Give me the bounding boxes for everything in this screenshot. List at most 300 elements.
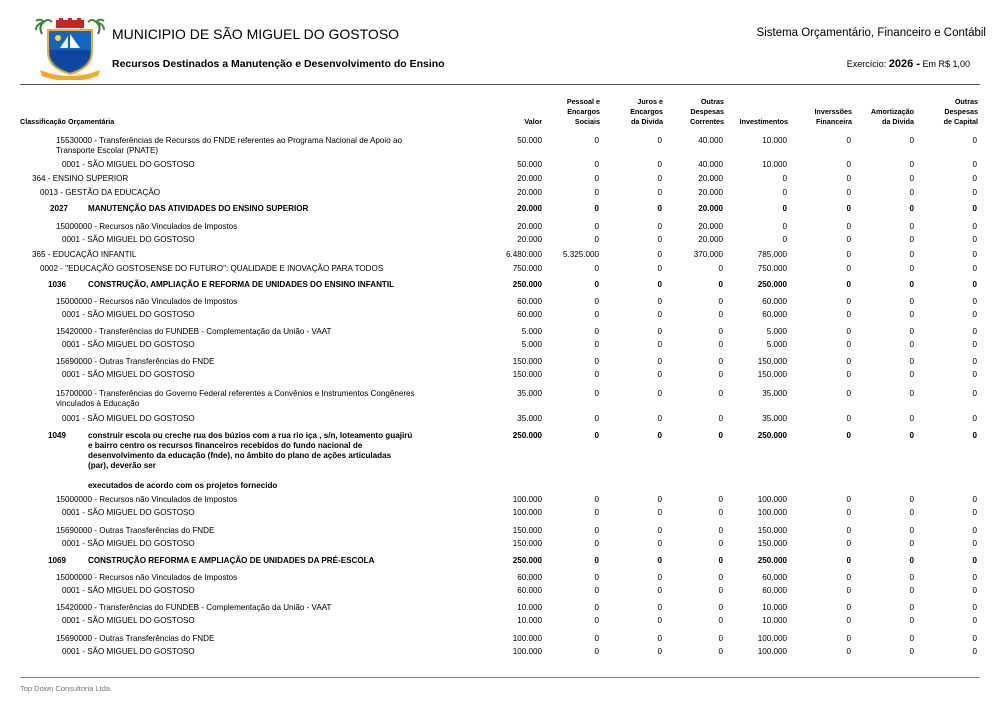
municipality-coat-of-arms-logo: [34, 18, 106, 80]
cell-value: 0: [594, 340, 599, 349]
cell-value: 0: [657, 495, 662, 504]
row-label: 15000000 - Recursos não Vinculados de Impostos: [56, 573, 238, 582]
cell-value: 0: [972, 431, 977, 440]
cell-value: 0: [594, 160, 599, 169]
cell-value: 0: [846, 431, 851, 440]
cell-value: 0: [909, 634, 914, 643]
cell-value: 0: [846, 556, 851, 565]
col-header-inversoes-line1: Inverssões: [814, 107, 852, 116]
cell-value: 100.000: [512, 495, 542, 504]
cell-value: 150.000: [512, 357, 542, 366]
cell-value: 0: [657, 136, 662, 145]
cell-value: 20.000: [698, 204, 723, 213]
cell-value: 0: [972, 414, 977, 423]
row-label: 0001 - SÃO MIGUEL DO GOSTOSO: [62, 508, 195, 517]
row-label: 364 - ENSINO SUPERIOR: [32, 174, 129, 183]
cell-value: 5.000: [521, 327, 542, 336]
cell-value: 0: [657, 204, 662, 213]
cell-value: 20.000: [517, 174, 542, 183]
cell-value: 0: [846, 250, 851, 259]
cell-value: 0: [909, 508, 914, 517]
cell-value: 0: [909, 222, 914, 231]
cell-value: 0: [846, 340, 851, 349]
cell-value: 10.000: [762, 160, 787, 169]
cell-value: 0: [718, 616, 723, 625]
row-label: 15690000 - Outras Transferências do FNDE: [56, 357, 215, 366]
cell-value: 0: [594, 616, 599, 625]
cell-value: 0: [594, 370, 599, 379]
cell-value: 0: [718, 264, 723, 273]
cell-value: 0: [657, 573, 662, 582]
row-label: 0001 - SÃO MIGUEL DO GOSTOSO: [62, 370, 195, 379]
cell-value: 0: [972, 250, 977, 259]
cell-value: 0: [594, 556, 599, 565]
cell-value: 0: [972, 508, 977, 517]
row-label: 0001 - SÃO MIGUEL DO GOSTOSO: [62, 235, 195, 244]
cell-value: 0: [909, 431, 914, 440]
cell-value: 0: [972, 389, 977, 398]
cell-value: 0: [782, 204, 787, 213]
cell-value: 0: [594, 297, 599, 306]
col-header-amortizacao-line2: da Divida: [882, 117, 914, 126]
cell-value: 0: [594, 174, 599, 183]
cell-value: 100.000: [512, 508, 542, 517]
cell-value: 0: [846, 586, 851, 595]
cell-value: 0: [909, 204, 914, 213]
cell-value: 0: [846, 160, 851, 169]
cell-value: 0: [657, 603, 662, 612]
cell-value: 0: [909, 160, 914, 169]
row-label: 15000000 - Recursos não Vinculados de Impostos: [56, 495, 238, 504]
col-header-pessoal-line1: Pessoal e: [566, 97, 600, 106]
currency-unit: Em R$ 1,00: [922, 59, 970, 69]
cell-value: 0: [594, 586, 599, 595]
project-code: 1036: [48, 280, 67, 289]
col-header-pessoal: [560, 97, 600, 127]
cell-value: 0: [972, 573, 977, 582]
col-header-amortizacao-line1: Amortização: [870, 107, 914, 116]
cell-value: 0: [657, 297, 662, 306]
cell-value: 60.000: [517, 297, 542, 306]
cell-value: 250.000: [757, 431, 787, 440]
cell-value: 5.000: [766, 327, 787, 336]
cell-value: 60.000: [762, 573, 787, 582]
cell-value: 0: [972, 357, 977, 366]
cell-value: 20.000: [698, 235, 723, 244]
cell-value: 150.000: [512, 526, 542, 535]
cell-value: 0: [718, 573, 723, 582]
row-label: 0001 - SÃO MIGUEL DO GOSTOSO: [62, 616, 195, 625]
cell-value: 0: [718, 526, 723, 535]
cell-value: 0: [657, 616, 662, 625]
project-code: 1069: [48, 556, 67, 565]
cell-value: 0: [657, 647, 662, 656]
cell-value: 0: [846, 357, 851, 366]
cell-value: 0: [657, 357, 662, 366]
cell-value: 0: [909, 556, 914, 565]
cell-value: 0: [718, 310, 723, 319]
cell-value: 0: [909, 495, 914, 504]
cell-value: 0: [909, 526, 914, 535]
cell-value: 0: [846, 539, 851, 548]
cell-value: 0: [846, 616, 851, 625]
cell-value: 60.000: [762, 310, 787, 319]
cell-value: 0: [846, 327, 851, 336]
municipality-name: MUNICIPIO DE SÃO MIGUEL DO GOSTOSO: [112, 26, 400, 42]
row-label: 15700000 - Transferências do Governo Federal referentes a Convênios e Instrumentos Congêneres vinculados à Educação: [56, 389, 415, 408]
row-label: 15000000 - Recursos não Vinculados de Impostos: [56, 297, 238, 306]
cell-value: 150.000: [512, 539, 542, 548]
cell-value: 0: [657, 235, 662, 244]
cell-value: 250.000: [757, 280, 787, 289]
col-header-pessoal-line3: Sociais: [574, 117, 600, 126]
cell-value: 0: [909, 586, 914, 595]
footer-company: Top Down Consultoria Ltda.: [20, 684, 113, 693]
cell-value: 0: [846, 188, 851, 197]
cell-value: 0: [846, 235, 851, 244]
cell-value: 0: [782, 235, 787, 244]
cell-value: 0: [594, 280, 599, 289]
cell-value: 0: [594, 136, 599, 145]
cell-value: 0: [657, 556, 662, 565]
col-header-outras-capital: [930, 97, 978, 127]
cell-value: 0: [657, 508, 662, 517]
cell-value: 10.000: [517, 616, 542, 625]
cell-value: 0: [718, 340, 723, 349]
cell-value: 0: [657, 431, 662, 440]
cell-value: 10.000: [762, 603, 787, 612]
cell-value: 0: [846, 634, 851, 643]
cell-value: 0: [594, 573, 599, 582]
cell-value: 0: [972, 526, 977, 535]
cell-value: 60.000: [762, 297, 787, 306]
cell-value: 35.000: [517, 414, 542, 423]
cell-value: 0: [718, 586, 723, 595]
cell-value: 0: [909, 389, 914, 398]
col-header-juros-line2: Encargos: [630, 107, 663, 116]
cell-value: 0: [657, 414, 662, 423]
col-header-outras-capital-line1: Outras: [954, 97, 978, 106]
cell-value: 0: [782, 188, 787, 197]
col-header-amortizacao: [862, 107, 914, 127]
col-header-valor: Valor: [524, 117, 542, 126]
cell-value: 150.000: [757, 357, 787, 366]
cell-value: 0: [846, 508, 851, 517]
exercicio-year: 2026 -: [888, 58, 920, 70]
row-label: 0001 - SÃO MIGUEL DO GOSTOSO: [62, 340, 195, 349]
cell-value: 35.000: [762, 414, 787, 423]
cell-value: 0: [846, 264, 851, 273]
cell-value: 0: [657, 389, 662, 398]
cell-value: 0: [657, 160, 662, 169]
cell-value: 0: [972, 370, 977, 379]
cell-value: 0: [718, 370, 723, 379]
cell-value: 0: [594, 327, 599, 336]
cell-value: 250.000: [512, 556, 542, 565]
cell-value: 0: [594, 634, 599, 643]
exercicio-label: Exercício:: [846, 59, 887, 69]
col-header-juros-line3: da Divida: [631, 117, 663, 126]
cell-value: 0: [909, 188, 914, 197]
cell-value: 0: [909, 539, 914, 548]
col-header-juros-line1: Juros e: [637, 97, 663, 106]
row-label: 15420000 - Transferências do FUNDEB - Complementação da União - VAAT: [56, 603, 332, 612]
cell-value: 0: [846, 414, 851, 423]
cell-value: 0: [718, 297, 723, 306]
cell-value: 0: [846, 603, 851, 612]
cell-value: 5.000: [766, 340, 787, 349]
cell-value: 50.000: [517, 136, 542, 145]
cell-value: 35.000: [517, 389, 542, 398]
cell-value: 0: [972, 647, 977, 656]
col-header-outras-correntes-line2: Despesas: [690, 107, 724, 116]
cell-value: 40.000: [698, 160, 723, 169]
cell-value: 10.000: [517, 603, 542, 612]
cell-value: 0: [972, 616, 977, 625]
cell-value: 0: [594, 495, 599, 504]
cell-value: 0: [846, 389, 851, 398]
cell-value: 0: [972, 495, 977, 504]
col-header-juros: [623, 97, 663, 127]
cell-value: 0: [718, 414, 723, 423]
cell-value: 0: [972, 222, 977, 231]
cell-value: 0: [782, 174, 787, 183]
row-label: 15530000 - Transferências de Recursos do FNDE referentes ao Programa Nacional de Apoio ao Transporte Escolar (PNATE): [56, 136, 402, 155]
cell-value: 0: [972, 297, 977, 306]
cell-value: 250.000: [512, 431, 542, 440]
row-label: 0001 - SÃO MIGUEL DO GOSTOSO: [62, 160, 195, 169]
cell-value: 0: [782, 222, 787, 231]
row-label: 0013 - GESTÃO DA EDUCAÇÃO: [40, 188, 161, 197]
cell-value: 0: [657, 250, 662, 259]
cell-value: 10.000: [762, 136, 787, 145]
cell-value: 0: [594, 222, 599, 231]
cell-value: 0: [718, 539, 723, 548]
cell-value: 0: [846, 174, 851, 183]
cell-value: 100.000: [757, 647, 787, 656]
row-label: construir escola ou creche rua dos búzios com a rua rio iça , s/n, loteamento guajirú e bairro centro os recursos financeiros recebidos do fundo nacional de desenvolvimento da educação (fnde), no âmbito do plano de ações articuladas (par), deverão ser: [88, 431, 413, 470]
cell-value: 0: [657, 174, 662, 183]
cell-value: 0: [657, 280, 662, 289]
cell-value: 100.000: [512, 634, 542, 643]
cell-value: 5.000: [521, 340, 542, 349]
col-header-outras-correntes-line3: Correntes: [690, 117, 724, 126]
cell-value: 785.000: [757, 250, 787, 259]
cell-value: 0: [657, 310, 662, 319]
cell-value: 0: [594, 508, 599, 517]
cell-value: 60.000: [517, 310, 542, 319]
cell-value: 0: [972, 204, 977, 213]
cell-value: 0: [909, 340, 914, 349]
report-title: Recursos Destinados a Manutenção e Desenvolvimento do Ensino: [112, 58, 445, 70]
cell-value: 0: [972, 188, 977, 197]
cell-value: 0: [657, 526, 662, 535]
cell-value: 0: [972, 539, 977, 548]
cell-value: 0: [972, 160, 977, 169]
project-code: 1049: [48, 431, 67, 440]
cell-value: 150.000: [757, 370, 787, 379]
cell-value: 0: [594, 603, 599, 612]
row-label: 0001 - SÃO MIGUEL DO GOSTOSO: [62, 647, 195, 656]
cell-value: 0: [846, 370, 851, 379]
cell-value: 750.000: [757, 264, 787, 273]
footer-divider: [20, 677, 980, 678]
cell-value: 0: [909, 370, 914, 379]
cell-value: 0: [846, 573, 851, 582]
cell-value: 0: [972, 634, 977, 643]
cell-value: 0: [657, 539, 662, 548]
col-header-outras-correntes-line1: Outras: [700, 97, 724, 106]
cell-value: 0: [972, 235, 977, 244]
col-header-outras-capital-line3: de Capital: [943, 117, 978, 126]
cell-value: 0: [657, 327, 662, 336]
cell-value: 0: [909, 414, 914, 423]
cell-value: 0: [718, 280, 723, 289]
cell-value: 0: [594, 431, 599, 440]
cell-value: 5.325.000: [562, 250, 599, 259]
cell-value: 0: [657, 370, 662, 379]
cell-value: 10.000: [762, 616, 787, 625]
cell-value: 0: [846, 310, 851, 319]
cell-value: 20.000: [698, 174, 723, 183]
cell-value: 250.000: [757, 556, 787, 565]
cell-value: 0: [718, 556, 723, 565]
cell-value: 60.000: [762, 586, 787, 595]
cell-value: 0: [594, 357, 599, 366]
cell-value: 0: [594, 539, 599, 548]
cell-value: 0: [909, 297, 914, 306]
col-header-investimentos: Investimentos: [739, 117, 788, 126]
cell-value: 150.000: [512, 370, 542, 379]
cell-value: 0: [718, 357, 723, 366]
col-header-inversoes: [806, 107, 852, 127]
row-label-continuation: executados de acordo com os projetos fornecido: [88, 481, 278, 490]
cell-value: 0: [909, 250, 914, 259]
cell-value: 0: [972, 264, 977, 273]
row-label: 365 - EDUCAÇÃO INFANTIL: [32, 250, 137, 259]
cell-value: 0: [909, 357, 914, 366]
cell-value: 0: [972, 603, 977, 612]
cell-value: 370.000: [693, 250, 723, 259]
cell-value: 0: [846, 222, 851, 231]
row-label: 15690000 - Outras Transferências do FNDE: [56, 634, 215, 643]
cell-value: 0: [909, 280, 914, 289]
cell-value: 150.000: [757, 539, 787, 548]
cell-value: 0: [909, 603, 914, 612]
cell-value: 0: [718, 431, 723, 440]
cell-value: 0: [594, 235, 599, 244]
cell-value: 0: [594, 204, 599, 213]
cell-value: 60.000: [517, 573, 542, 582]
cell-value: 250.000: [512, 280, 542, 289]
cell-value: 20.000: [517, 235, 542, 244]
cell-value: 0: [909, 573, 914, 582]
cell-value: 0: [972, 556, 977, 565]
col-header-pessoal-line2: Encargos: [567, 107, 600, 116]
row-label: CONSTRUÇÃO REFORMA E AMPLIAÇÃO DE UNIDADES DA PRÉ-ESCOLA: [88, 556, 375, 565]
row-label: 15690000 - Outras Transferências do FNDE: [56, 526, 215, 535]
cell-value: 40.000: [698, 136, 723, 145]
cell-value: 0: [846, 647, 851, 656]
row-label: CONSTRUÇÃO, AMPLIAÇÃO E REFORMA DE UNIDADES DO ENSINO INFANTIL: [88, 280, 395, 289]
cell-value: 0: [718, 389, 723, 398]
row-label: 15000000 - Recursos não Vinculados de Impostos: [56, 222, 238, 231]
project-code: 2027: [50, 204, 69, 213]
cell-value: 0: [718, 603, 723, 612]
cell-value: 0: [846, 280, 851, 289]
cell-value: 0: [972, 280, 977, 289]
col-header-classificacao: Classificação Orçamentária: [20, 117, 115, 126]
cell-value: 0: [972, 136, 977, 145]
cell-value: 20.000: [517, 222, 542, 231]
cell-value: 0: [657, 264, 662, 273]
cell-value: 0: [846, 136, 851, 145]
cell-value: 0: [594, 310, 599, 319]
row-label: MANUTENÇÃO DAS ATIVIDADES DO ENSINO SUPERIOR: [88, 204, 309, 213]
cell-value: 0: [718, 495, 723, 504]
cell-value: 0: [909, 174, 914, 183]
cell-value: 100.000: [757, 495, 787, 504]
cell-value: 0: [594, 647, 599, 656]
cell-value: 0: [909, 235, 914, 244]
cell-value: 0: [718, 634, 723, 643]
cell-value: 50.000: [517, 160, 542, 169]
cell-value: 0: [594, 264, 599, 273]
cell-value: 0: [972, 340, 977, 349]
cell-value: 0: [972, 586, 977, 595]
cell-value: 0: [594, 526, 599, 535]
cell-value: 0: [846, 495, 851, 504]
cell-value: 0: [909, 264, 914, 273]
cell-value: 0: [657, 222, 662, 231]
cell-value: 0: [718, 508, 723, 517]
row-label: 0001 - SÃO MIGUEL DO GOSTOSO: [62, 414, 195, 423]
cell-value: 0: [846, 297, 851, 306]
row-label: 15420000 - Transferências do FUNDEB - Complementação da União - VAAT: [56, 327, 332, 336]
cell-value: 0: [657, 586, 662, 595]
cell-value: 0: [657, 634, 662, 643]
cell-value: 0: [846, 204, 851, 213]
cell-value: 0: [594, 389, 599, 398]
cell-value: 100.000: [757, 634, 787, 643]
system-name: Sistema Orçamentário, Financeiro e Contábil: [756, 27, 986, 39]
row-label: 0001 - SÃO MIGUEL DO GOSTOSO: [62, 539, 195, 548]
row-label: 0001 - SÃO MIGUEL DO GOSTOSO: [62, 586, 195, 595]
cell-value: 0: [718, 327, 723, 336]
col-header-inversoes-line2: Financeira: [816, 117, 852, 126]
cell-value: 0: [909, 310, 914, 319]
col-header-outras-correntes: [680, 97, 724, 127]
cell-value: 0: [718, 647, 723, 656]
cell-value: 0: [909, 647, 914, 656]
cell-value: 6.480.000: [505, 250, 542, 259]
cell-value: 20.000: [698, 222, 723, 231]
row-label: 0001 - SÃO MIGUEL DO GOSTOSO: [62, 310, 195, 319]
cell-value: 0: [972, 310, 977, 319]
cell-value: 0: [594, 414, 599, 423]
cell-value: 100.000: [757, 508, 787, 517]
cell-value: 750.000: [512, 264, 542, 273]
exercicio-info: [847, 58, 970, 70]
header-divider: [20, 84, 980, 85]
cell-value: 100.000: [512, 647, 542, 656]
cell-value: 0: [909, 136, 914, 145]
cell-value: 0: [909, 327, 914, 336]
row-label: 0002 - "EDUCAÇÃO GOSTOSENSE DO FUTURO": QUALIDADE E INOVAÇÃO PARA TODOS: [40, 264, 384, 273]
cell-value: 20.000: [517, 188, 542, 197]
cell-value: 20.000: [698, 188, 723, 197]
cell-value: 0: [972, 174, 977, 183]
